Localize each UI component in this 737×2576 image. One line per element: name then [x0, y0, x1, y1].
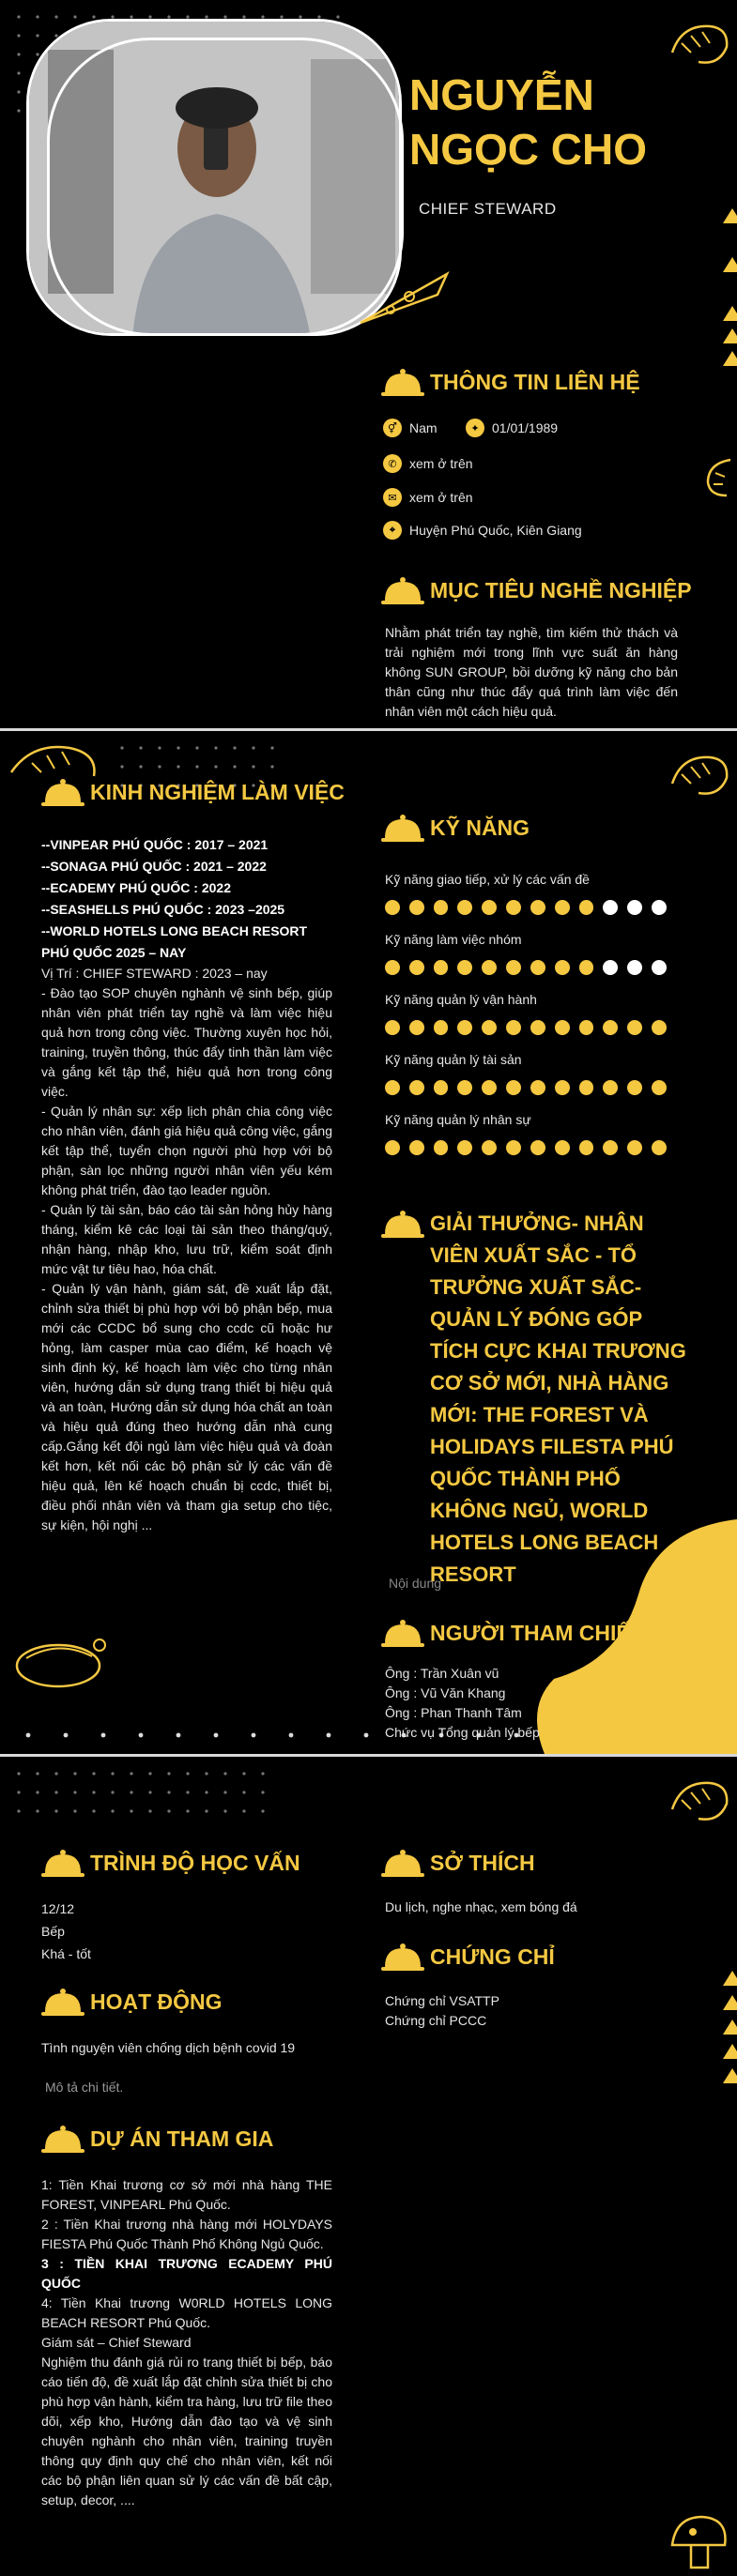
references-list	[385, 1664, 667, 1743]
skill-dot-filled	[603, 1080, 618, 1095]
company-list	[41, 834, 332, 964]
skill-dot-filled	[506, 900, 521, 915]
hobbies-text: Du lịch, nghe nhạc, xem bóng đá	[385, 1899, 577, 1914]
skill-dot-filled	[506, 1020, 521, 1035]
skill-dot-filled	[457, 1080, 472, 1095]
skill-item	[385, 1052, 667, 1095]
references-heading	[381, 1617, 646, 1649]
shrimp-doodle-icon	[663, 1772, 732, 1837]
triangle-decoration	[723, 2068, 737, 2083]
skills-heading-text: KỸ NĂNG	[430, 815, 530, 840]
shrimp-doodle-icon	[663, 746, 732, 812]
cloche-icon	[381, 1617, 424, 1649]
contact-birthday: ✦ 01/01/1989	[466, 419, 558, 437]
location-icon: ⌖	[383, 521, 402, 540]
contact-heading-text: THÔNG TIN LIÊN HỆ	[430, 369, 640, 394]
projects-heading-text: DỰ ÁN THAM GIA	[90, 2126, 274, 2151]
skill-item	[385, 872, 667, 915]
skill-dot-filled	[579, 960, 594, 975]
skill-dot-filled	[482, 1020, 497, 1035]
company-item: --VINPEAR PHÚ QUỐC : 2017 – 2021	[41, 837, 269, 852]
skill-dot-filled	[506, 960, 521, 975]
skill-dot-filled	[409, 1140, 424, 1155]
triangle-decoration	[723, 306, 737, 321]
company-item: --SONAGA PHÚ QUỐC : 2021 – 2022	[41, 859, 267, 874]
experience-body	[41, 834, 332, 1535]
mushroom-doodle-icon	[663, 2507, 732, 2573]
skill-dot-filled	[409, 960, 424, 975]
objective-heading-text: MỤC TIÊU NGHỀ NGHIỆP	[430, 577, 692, 602]
triangle-decoration	[723, 257, 737, 272]
skill-dot-filled	[555, 1020, 570, 1035]
skill-dot-filled	[385, 1080, 400, 1095]
activities-text: Tình nguyện viên chống dịch bệnh covid 19	[41, 2040, 296, 2055]
candidate-title: CHIEF STEWARD	[419, 200, 557, 218]
reference-item: Chức vụ Tổng quản lý bếp	[385, 1725, 540, 1740]
skill-dot-filled	[385, 1020, 400, 1035]
skill-dot-filled	[652, 1020, 667, 1035]
skill-dot-filled	[457, 1140, 472, 1155]
skill-dot-empty	[603, 960, 618, 975]
skill-label: Kỹ năng giao tiếp, xử lý các vấn đề	[385, 872, 590, 887]
company-item: --ECADEMY PHÚ QUỐC : 2022	[41, 880, 232, 895]
skill-dot-filled	[627, 1020, 642, 1035]
references-heading-text: NGƯỜI THAM CHIẾU	[430, 1620, 647, 1645]
awards-content: Nội dung	[389, 1576, 442, 1591]
profile-photo-outline	[47, 38, 404, 336]
email-icon: ✉	[383, 488, 402, 507]
roast-chicken-doodle-icon	[6, 1630, 109, 1696]
cloche-icon	[381, 1847, 424, 1879]
triangle-decoration	[723, 208, 737, 223]
reference-item: Ông : Vũ Văn Khang	[385, 1685, 506, 1700]
reference-item: Ông : Trần Xuân vũ	[385, 1666, 499, 1681]
skill-dot-filled	[555, 1140, 570, 1155]
reference-item: Ông : Phan Thanh Tâm	[385, 1705, 522, 1720]
skill-label: Kỹ năng quản lý tài sản	[385, 1052, 522, 1067]
phone-icon: ✆	[383, 454, 402, 473]
position-line: Vị Trí : CHIEF STEWARD : 2023 – nay	[41, 966, 268, 981]
company-item: --WORLD HOTELS LONG BEACH RESORT PHÚ QUỐC 2025 – NAY	[41, 923, 308, 960]
skill-item	[385, 1112, 667, 1155]
skill-dot-filled	[482, 1140, 497, 1155]
skill-dot-filled	[482, 900, 497, 915]
skill-dot-filled	[457, 1020, 472, 1035]
triangle-decoration	[723, 1995, 737, 2010]
duty-paragraph: - Quản lý vận hành, giám sát, đề xuất lắp đặt, chỉnh sửa thiết bị phù hợp với bộ phận bếp, mua mới các CCDC bổ sung cho ccdc cũ hoặc hư hỏng, làm casper mùa cao điểm, kế hoạch vệ sinh định kỳ, kế hoạch làm việc cho từng nhân viên, hướng dẫn sử dụng trang thiết bị hiệu quả và an toàn, Hướng dẫn sử dụng hóa chất an toàn và hiệu quả đúng theo hướng dẫn nhà cung cấp.Gắng kết đội ngủ làm việc hiệu quả và đoàn kết hơn, kết nối các bộ phận sử lý các vấn đề hiệu quả, lên kế hoạch chuẩn bị ccdc, thiết bị, điều phối nhân viên và tham gia setup cho tiệc, sự kiện, hội nghị ...	[41, 1281, 332, 1532]
skill-dot-filled	[530, 1020, 545, 1035]
cloche-icon	[381, 1208, 424, 1240]
skill-dot-filled	[482, 960, 497, 975]
skill-dot-empty	[627, 960, 642, 975]
hobbies-heading-text: SỞ THÍCH	[430, 1850, 535, 1875]
certificates-heading-text: CHỨNG CHỈ	[430, 1943, 555, 1969]
objective-text: Nhằm phát triển tay nghề, tìm kiếm thử thách và trải nghiệm mới trong lĩnh vực suất ăn hàng không SUN GROUP, bồi dưỡng kỹ năng cho bản thân cũng như thúc đẩy quá trình làm việc đến nhân viên một cách hiệu quả.	[385, 625, 678, 719]
cloche-icon	[41, 1847, 84, 1879]
skill-dot-empty	[652, 900, 667, 915]
skill-dot-filled	[434, 1080, 449, 1095]
skill-dot-filled	[652, 1140, 667, 1155]
awards-section	[381, 1208, 691, 1591]
skill-rating	[385, 960, 667, 975]
cloche-icon	[41, 776, 84, 808]
skill-label: Kỹ năng quản lý nhân sự	[385, 1112, 531, 1127]
contact-email: ✉ xem ở trên	[383, 488, 473, 507]
experience-heading	[41, 776, 345, 808]
skill-dot-filled	[555, 1080, 570, 1095]
duty-paragraph: - Quản lý tài sản, báo cáo tài sản hỏng hủy hàng tháng, kiểm kê các loại tài sản theo tháng/quý, nhận hàng, nhập kho, lưu trữ, kiểm soát định mức vật tư tiêu hao, hóa chất.	[41, 1202, 332, 1276]
skills-heading	[381, 812, 530, 844]
education-heading-text: TRÌNH ĐỘ HỌC VẤN	[90, 1850, 300, 1875]
cloche-icon	[381, 812, 424, 844]
education-list: 12/12 Bếp Khá - tốt	[41, 1901, 91, 1961]
activities-heading	[41, 1986, 223, 2018]
skill-label: Kỹ năng làm việc nhóm	[385, 932, 522, 947]
skill-dot-filled	[434, 960, 449, 975]
cv-page-2	[0, 731, 737, 1754]
skill-dot-filled	[409, 1080, 424, 1095]
skills-list	[385, 872, 667, 1172]
certificates-list: Chứng chỉ VSATTP Chứng chỉ PCCC	[385, 1993, 499, 2028]
experience-heading-text: KINH NGHIỆM LÀM VIỆC	[90, 779, 345, 804]
skill-dot-filled	[457, 900, 472, 915]
cloche-icon	[41, 2123, 84, 2155]
skill-dot-filled	[385, 1140, 400, 1155]
skill-dot-filled	[579, 1140, 594, 1155]
contact-heading	[381, 366, 640, 398]
dot-grid-decoration	[9, 1764, 291, 1830]
project-item: 3 : TIỀN KHAI TRƯƠNG ECADEMY PHÚ QUỐC	[41, 2256, 332, 2291]
certificates-heading	[381, 1941, 555, 1973]
cloche-icon	[41, 1986, 84, 2018]
project-item: Giám sát – Chief Steward	[41, 2335, 192, 2350]
skill-dot-filled	[555, 900, 570, 915]
skill-rating	[385, 1140, 667, 1155]
objective-heading	[381, 574, 692, 606]
skill-item	[385, 992, 667, 1035]
skill-dot-filled	[579, 900, 594, 915]
cloche-icon	[381, 574, 424, 606]
skill-dot-filled	[627, 1080, 642, 1095]
triangle-decoration	[723, 351, 737, 366]
skill-dot-empty	[603, 900, 618, 915]
hobbies-heading	[381, 1847, 535, 1879]
skill-dot-filled	[603, 1140, 618, 1155]
projects-list	[41, 2175, 332, 2510]
candidate-name: NGUYỄN NGỌC CHO	[409, 70, 647, 174]
cv-page-1	[0, 0, 737, 728]
skill-dot-filled	[434, 1020, 449, 1035]
skill-dot-filled	[603, 1020, 618, 1035]
shrimp-doodle-icon	[663, 15, 732, 81]
skill-dot-filled	[530, 1140, 545, 1155]
gender-icon: ⚥	[383, 419, 402, 437]
cloche-icon	[381, 366, 424, 398]
triangle-decoration	[723, 2020, 737, 2035]
skill-dot-filled	[385, 900, 400, 915]
skill-item	[385, 932, 667, 975]
education-heading	[41, 1847, 300, 1879]
skill-rating	[385, 900, 667, 915]
skill-rating	[385, 1020, 667, 1035]
skill-dot-filled	[385, 960, 400, 975]
cloche-icon	[381, 1941, 424, 1973]
project-item: Nghiệm thu đánh giá rủi ro trang thiết bị bếp, báo cáo tiến độ, đề xuất lắp đặt chỉnh sửa thiết bị cho phù hợp vận hành, kiểm tra hàng, lưu trữ file theo dõi, xếp kho, Hướng dẫn đào tạo và vệ sinh chuyên nghành cho nhân viên, training truyền thông quy định quy chế cho nhân viên, kết nối các bộ phận liên quan sử lý các vấn đề bất cập, setup, decor, ....	[41, 2355, 332, 2507]
contact-phone: ✆ xem ở trên	[383, 454, 473, 473]
projects-heading	[41, 2123, 273, 2155]
skill-dot-filled	[579, 1020, 594, 1035]
duty-paragraph: - Quản lý nhân sự: xếp lịch phân chia công việc cho nhân viên, đánh giá hiệu quả công việc, gắng kết tập thể, tuyển chọn người phù hợp với bộ phận, sàn lọc những người nhân viên yếu kém không phát triển, đào tạo leader nguồn.	[41, 1104, 332, 1197]
triangle-decoration	[723, 1971, 737, 1986]
project-item: 2 : Tiền Khai trương nhà hàng mới HOLYDAYS FIESTA Phú Quốc Thành Phố Không Ngủ Quốc.	[41, 2217, 332, 2251]
skill-rating	[385, 1080, 667, 1095]
skill-dot-filled	[652, 1080, 667, 1095]
skill-dot-filled	[530, 960, 545, 975]
skill-dot-filled	[506, 1080, 521, 1095]
skill-label: Kỹ năng quản lý vận hành	[385, 992, 537, 1007]
cake-icon: ✦	[466, 419, 484, 437]
company-item: --SEASHELLS PHÚ QUỐC : 2023 –2025	[41, 902, 285, 917]
skill-dot-filled	[409, 1020, 424, 1035]
project-item: 1: Tiền Khai trương cơ sở mới nhà hàng THE FOREST, VINPEARL Phú Quốc.	[41, 2177, 332, 2212]
project-item: 4: Tiền Khai trương W0RLD HOTELS LONG BEACH RESORT Phú Quốc.	[41, 2295, 332, 2330]
skill-dot-filled	[627, 1140, 642, 1155]
cv-page-3	[0, 1757, 737, 2576]
skill-dot-filled	[457, 960, 472, 975]
skill-dot-empty	[652, 960, 667, 975]
skill-dot-filled	[530, 1080, 545, 1095]
activities-detail: Mô tả chi tiết.	[45, 2080, 124, 2095]
skill-dot-filled	[506, 1140, 521, 1155]
skill-dot-filled	[530, 900, 545, 915]
duty-paragraph: - Đào tạo SOP chuyên nghành vệ sinh bếp, giúp nhân viên phát triển tay nghề và làm việc hiệu quả hơn trong công việc. Thường xuyên học hỏi, training, truyền thông, thúc đẩy tinh thần làm việc và gắng kết tập thể, hiệu quả hơn trong công việc.	[41, 985, 332, 1099]
triangle-decoration	[723, 2044, 737, 2059]
skill-dot-empty	[627, 900, 642, 915]
contact-address: ⌖ Huyện Phú Quốc, Kiên Giang	[383, 521, 582, 540]
croissant-doodle-icon	[702, 454, 737, 501]
skill-dot-filled	[482, 1080, 497, 1095]
skill-dot-filled	[409, 900, 424, 915]
pizza-doodle-icon	[353, 267, 456, 332]
contact-gender: ⚥ Nam	[383, 419, 438, 437]
awards-heading: GIẢI THƯỞNG- NHÂN VIÊN XUẤT SẮC - TỔ TRƯỞNG XUẤT SẮC- QUẢN LÝ ĐÓNG GÓP TÍCH CỰC KHAI TRƯƠNG CƠ SỞ MỚI, NHÀ HÀNG MỚI: THE FOREST VÀ HOLIDAYS FILESTA PHÚ QUỐC THÀNH PHỐ KHÔNG NGỦ, WORLD HOTELS LONG BEACH RESORT	[430, 1212, 686, 1586]
skill-dot-filled	[579, 1080, 594, 1095]
activities-heading-text: HOẠT ĐỘNG	[90, 1989, 223, 2014]
skill-dot-filled	[434, 900, 449, 915]
skill-dot-filled	[434, 1140, 449, 1155]
skill-dot-filled	[555, 960, 570, 975]
triangle-decoration	[723, 328, 737, 343]
